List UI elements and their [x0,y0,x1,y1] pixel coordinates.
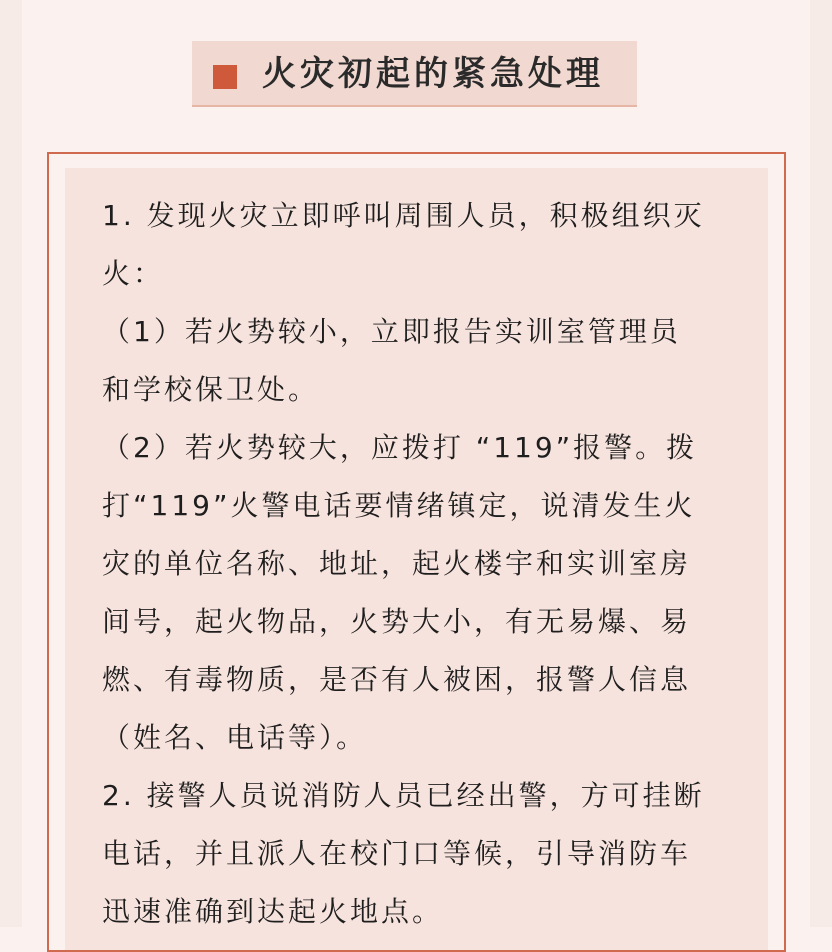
content-body [102,187,742,941]
paragraph-step-1-sub-1: （1）若火势较小，立即报告实训室管理员 和学校保卫处。 [102,315,681,406]
title-banner [192,41,637,107]
left-margin-strip [0,0,22,927]
paragraph-step-2: 2. 接警人员说消防人员已经出警，方可挂断 电话，并且派人在校门口等候，引导消防车 迅速准确到达起火地点。 [102,779,705,928]
square-bullet-icon [213,65,237,89]
right-margin-strip [810,0,832,927]
page-title: 火灾初起的紧急处理 [262,54,604,94]
paragraph-step-1-sub-2: （2）若火势较大，应拨打 “119”报警。拨 打“119”火警电话要情绪镇定，说清发生火 灾的单位名称、地址，起火楼宇和实训室房 间号，起火物品，火势大小，有无易爆、易 燃、有毒物质，是否有人被困，报警人信息 （姓名、电话等）。 [102,431,698,754]
paragraph-step-1: 1. 发现火灾立即呼叫周围人员，积极组织灭 火： [102,199,705,290]
